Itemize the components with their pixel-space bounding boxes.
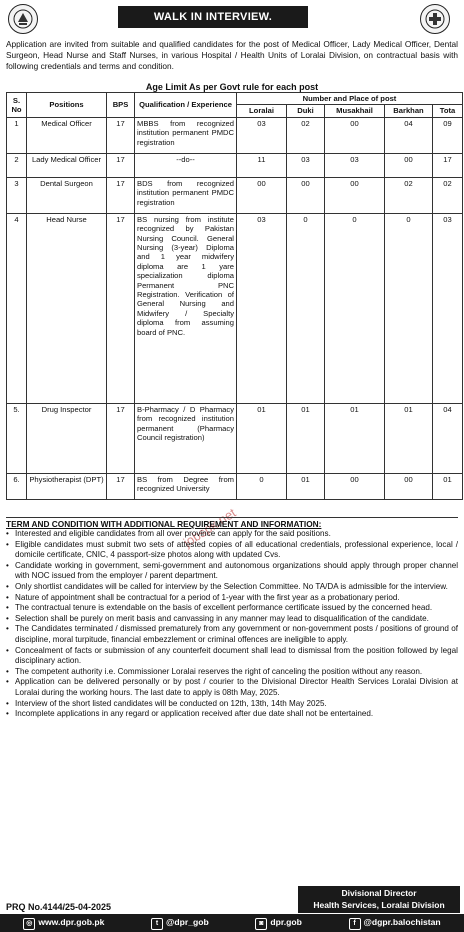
cell-count: 11 xyxy=(237,153,287,177)
cell-count: 00 xyxy=(385,153,433,177)
watermark-text: jobspk.net xyxy=(180,505,239,550)
cell-count: 01 xyxy=(287,403,325,473)
list-item: • Interested and eligible candidates from all over province can apply for the said positions. xyxy=(6,529,458,540)
cell-count: 09 xyxy=(433,117,463,153)
globe-icon: ◎ xyxy=(23,918,35,930)
website-link[interactable] xyxy=(23,917,104,930)
cell-count: 00 xyxy=(325,117,385,153)
cell-position: Lady Medical Officer xyxy=(27,153,107,177)
facebook-icon: f xyxy=(349,918,361,930)
list-item: • Nature of appointment shall be contractual for a period of 1-year with the first year as a probationary period. xyxy=(6,593,458,604)
website-text: www.dpr.gob.pk xyxy=(38,916,105,927)
cell-count: 01 xyxy=(433,473,463,499)
twitter-text: @dpr_gob xyxy=(165,916,209,927)
list-item: • Concealment of facts or submission of any counterfeit document shall lead to dismissal from the position followed by legal disciplinary action. xyxy=(6,646,458,667)
cell-position: Medical Officer xyxy=(27,117,107,153)
cell-qualification: BS nursing from institute recognized by Pakistan Nursing Council. General Nursing (3-year) Diploma and 1 year midwifery diploma are 1 yare specialization diploma Permanent PNC Registration. Verification of General Nursing and Midwifery / Specialty diploma from assuming board of PNC. xyxy=(135,213,237,403)
table-row xyxy=(7,177,463,213)
list-item: • Interview of the short listed candidates will be conducted on 12th, 13th, 14th May 2025. xyxy=(6,699,458,710)
cell-qualification: BDS from recognized institution permanent PMDC registration xyxy=(135,177,237,213)
header-sno: S. No xyxy=(7,93,27,118)
director-signature-box xyxy=(298,886,460,913)
page-title: WALK IN INTERVIEW. xyxy=(118,6,308,28)
list-item: • Only shortlist candidates will be called for interview by the Selection Committee. No TA/DA is admissible for the interview. xyxy=(6,582,458,593)
cell-count: 03 xyxy=(325,153,385,177)
table-row xyxy=(7,153,463,177)
table-row xyxy=(7,117,463,153)
cell-count: 03 xyxy=(287,153,325,177)
terms-heading: TERM AND CONDITION WITH ADDITIONAL REQUIREMENT AND INFORMATION: xyxy=(6,517,458,529)
cell-count: 02 xyxy=(287,117,325,153)
government-emblem-icon xyxy=(8,4,38,34)
header-place: Musakhail xyxy=(325,105,385,117)
cell-count: 01 xyxy=(385,403,433,473)
cell-sno: 6. xyxy=(7,473,27,499)
cell-count: 03 xyxy=(237,213,287,403)
header-bps: BPS xyxy=(107,93,135,118)
cell-bps: 17 xyxy=(107,117,135,153)
cell-qualification: MBBS from recognized institution permanent PMDC registration xyxy=(135,117,237,153)
table-row xyxy=(7,213,463,403)
facebook-link[interactable] xyxy=(349,917,441,930)
director-title: Divisional Director xyxy=(341,888,417,898)
table-header-row xyxy=(7,93,463,105)
header-place: Barkhan xyxy=(385,105,433,117)
cell-bps: 17 xyxy=(107,177,135,213)
cell-count: 0 xyxy=(325,213,385,403)
health-department-emblem-icon xyxy=(420,4,450,34)
cell-count: 04 xyxy=(433,403,463,473)
list-item: • The Candidates terminated / dismissed prematurely from any government or non-government posts / positions of ground of discipline, moral turpitude, financial embezzlement or criminal offences are ineligible to apply. xyxy=(6,624,458,645)
cell-position: Physiotherapist (DPT) xyxy=(27,473,107,499)
intro-paragraph: Application are invited from suitable and qualified candidates for the post of Medical Officer, Lady Medical Officer, Dental Surgeon, Head Nurse and Staff Nurses, in various Hospital / Health Units of Loralai Division, on contractual basis with following credentials and terms and condition. xyxy=(6,39,458,71)
cell-count: 00 xyxy=(287,177,325,213)
list-item: • Application can be delivered personally or by post / courier to the Divisional Director Health Services Loralai Division at Loralai during the working hours. The last date to apply is 08th May, 2025. xyxy=(6,677,458,698)
twitter-icon: t xyxy=(151,918,163,930)
cell-qualification: BS from Degree from recognized University xyxy=(135,473,237,499)
table-row xyxy=(7,403,463,473)
posts-table xyxy=(6,92,463,500)
cell-count: 01 xyxy=(325,403,385,473)
cell-position: Dental Surgeon xyxy=(27,177,107,213)
header-place: Tota xyxy=(433,105,463,117)
social-footer-bar xyxy=(0,914,464,932)
instagram-icon: ◙ xyxy=(255,918,267,930)
prq-number: PRQ No.4144/25-04-2025 xyxy=(6,902,112,912)
cell-count: 02 xyxy=(433,177,463,213)
cell-sno: 2 xyxy=(7,153,27,177)
cell-count: 01 xyxy=(287,473,325,499)
cell-count: 03 xyxy=(237,117,287,153)
cell-qualification: --do-- xyxy=(135,153,237,177)
cell-count: 02 xyxy=(385,177,433,213)
cell-sno: 1 xyxy=(7,117,27,153)
cell-count: 0 xyxy=(237,473,287,499)
director-department: Health Services, Loralai Division xyxy=(313,900,445,910)
facebook-text: @dgpr.balochistan xyxy=(363,916,441,927)
instagram-text: dpr.gob xyxy=(270,916,302,927)
cell-count: 00 xyxy=(385,473,433,499)
cell-bps: 17 xyxy=(107,213,135,403)
list-item: • Candidate working in government, semi-government and autonomous organizations should apply through proper channel with NOC issued from the employer / parent department. xyxy=(6,561,458,582)
list-item: • The competent authority i.e. Commissioner Loralai reserves the right of canceling the position without any reason. xyxy=(6,667,458,678)
table-row xyxy=(7,473,463,499)
cell-sno: 3 xyxy=(7,177,27,213)
header-number-place: Number and Place of post xyxy=(237,93,463,105)
cell-count: 0 xyxy=(385,213,433,403)
header-place: Loralai xyxy=(237,105,287,117)
cell-count: 00 xyxy=(325,473,385,499)
cell-bps: 17 xyxy=(107,403,135,473)
cell-count: 03 xyxy=(433,213,463,403)
cell-position: Drug Inspector xyxy=(27,403,107,473)
header-positions: Positions xyxy=(27,93,107,118)
cell-bps: 17 xyxy=(107,153,135,177)
list-item: • Selection shall be purely on merit basis and canvassing in any manner may lead to disqualification of the candidate. xyxy=(6,614,458,625)
list-item: • Incomplete applications in any regard or application received after due date shall not be entertained. xyxy=(6,709,458,720)
header-place: Duki xyxy=(287,105,325,117)
header-qualification: Qualification / Experience xyxy=(135,93,237,118)
cell-count: 01 xyxy=(237,403,287,473)
cell-bps: 17 xyxy=(107,473,135,499)
list-item: • Eligible candidates must submit two sets of attested copies of all educational credentials, professional experience, local / domicile certificate, CNIC, 4 passport-size photos along with updated Cvs. xyxy=(6,540,458,561)
cell-qualification: B-Pharmacy / D Pharmacy from recognized institution permanent (Pharmacy Council registration) xyxy=(135,403,237,473)
twitter-link[interactable] xyxy=(151,917,209,930)
instagram-link[interactable] xyxy=(255,917,302,930)
cell-sno: 5. xyxy=(7,403,27,473)
cell-count: 17 xyxy=(433,153,463,177)
cell-count: 0 xyxy=(287,213,325,403)
cell-sno: 4 xyxy=(7,213,27,403)
list-item: • The contractual tenure is extendable on the basis of excellent performance certificate issued by the concerned head. xyxy=(6,603,458,614)
cell-count: 04 xyxy=(385,117,433,153)
cell-count: 00 xyxy=(325,177,385,213)
terms-list xyxy=(6,529,458,720)
age-limit-note: Age Limit As per Govt rule for each post xyxy=(145,82,319,92)
cell-count: 00 xyxy=(237,177,287,213)
cell-position: Head Nurse xyxy=(27,213,107,403)
